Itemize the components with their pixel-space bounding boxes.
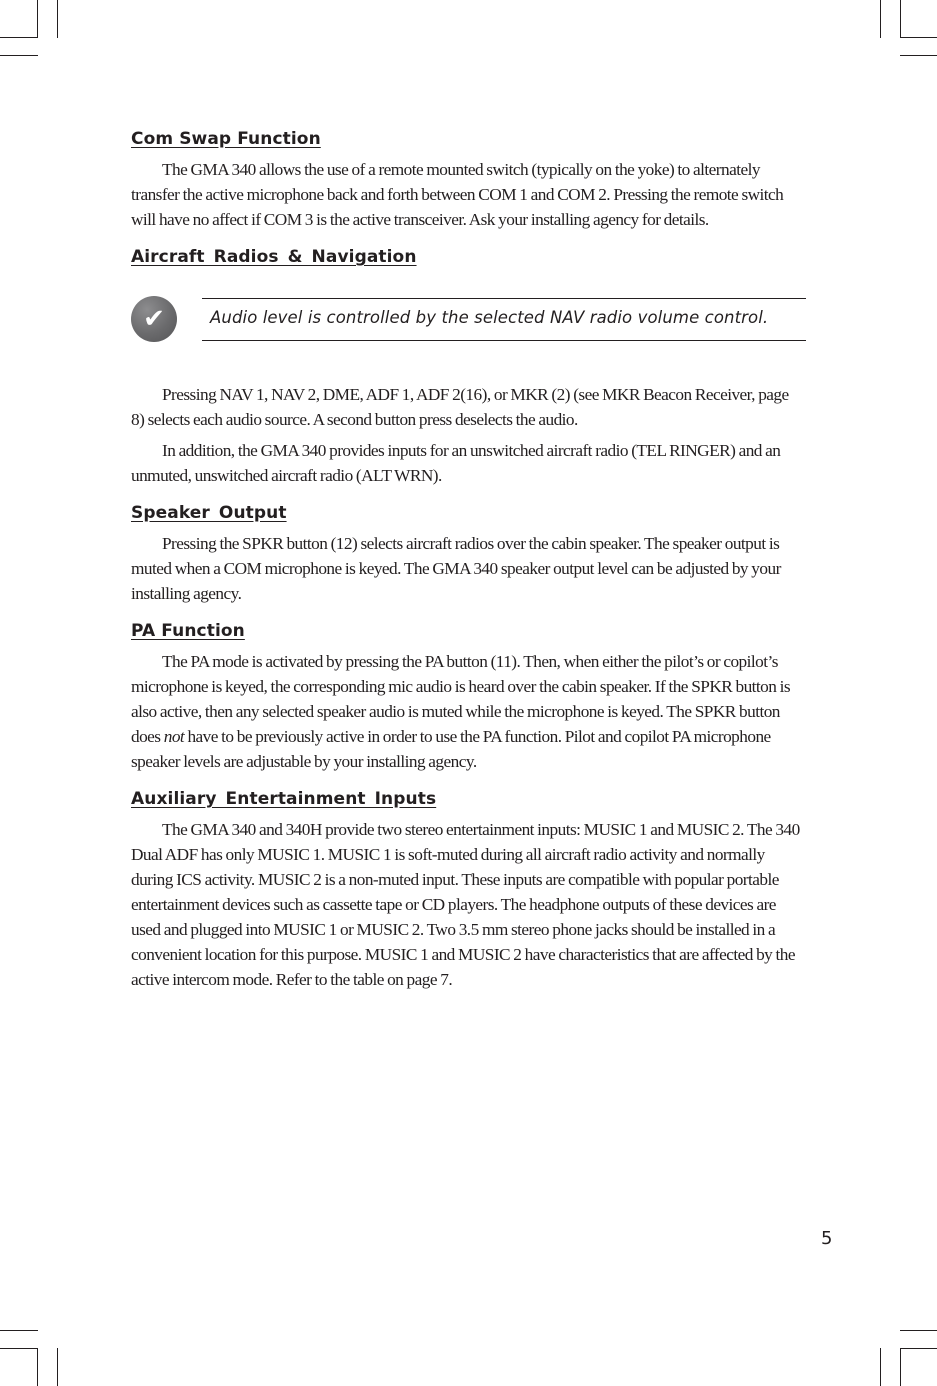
- crop-mark: [57, 1348, 58, 1386]
- body-paragraph: The GMA 340 allows the use of a remote mounted switch (typically on the yoke) to alternately transfer the active microphone back and forth between COM 1 and COM 2. Pressing the remote switch will have no affect if COM 3 is the active transceiver. Ask your installing agency for details.: [131, 160, 784, 229]
- paragraph-text: The PA mode is activated by pressing the PA button (11). Then, when either the pilot’s or copilot’s microphone is keyed, the corresponding mic audio is heard over the cabin speaker. If the SPKR button is also active, then any selected speaker audio is muted while the microphone is keyed. The SPKR button does: [131, 652, 791, 746]
- body-paragraph: The GMA 340 and 340H provide two stereo entertainment inputs: MUSIC 1 and MUSIC 2. The 340 Dual ADF has only MUSIC 1. MUSIC 1 is soft-muted during all aircraft radio activity and normally during ICS activity. MUSIC 2 is a non-muted input. These inputs are compatible with popular portable entertainment devices such as cassette tape or CD players. The headphone outputs of these devices are used and plugged into MUSIC 1 or MUSIC 2. Two 3.5 mm stereo phone jacks should be installed in a convenient location for this purpose. MUSIC 1 and MUSIC 2 have characteristics that are affected by the active intercom mode. Refer to the table on page 7.: [131, 820, 800, 989]
- section-auxiliary-inputs: [131, 787, 803, 992]
- section-pa-function: [131, 619, 803, 774]
- crop-mark: [0, 55, 38, 56]
- section-aircraft-radios: [131, 245, 803, 488]
- section-heading: Auxiliary Entertainment Inputs: [131, 789, 437, 809]
- body-paragraph: [131, 649, 803, 774]
- note-callout: [131, 299, 803, 343]
- check-mark-icon: ✔: [131, 296, 177, 342]
- crop-mark: [37, 0, 38, 38]
- crop-mark: [0, 1330, 38, 1331]
- body-paragraph: In addition, the GMA 340 provides inputs for an unswitched aircraft radio (TEL RINGER) and an unmuted, unswitched aircraft radio (ALT WRN).: [131, 441, 781, 485]
- crop-mark: [0, 37, 38, 38]
- page-content: [131, 127, 803, 1005]
- crop-mark: [57, 0, 58, 38]
- crop-mark: [900, 1348, 937, 1349]
- section-speaker-output: [131, 501, 803, 606]
- emphasis-text: not: [163, 727, 185, 746]
- note-top-rule: [202, 298, 806, 299]
- crop-mark: [900, 1348, 901, 1386]
- section-heading: PA Function: [131, 621, 245, 641]
- crop-mark: [0, 1348, 38, 1349]
- paragraph-text: have to be previously active in order to use the PA function. Pilot and copilot PA microphone speaker levels are adjustable by your installing agency.: [131, 727, 771, 771]
- section-heading: Aircraft Radios & Navigation: [131, 247, 417, 267]
- crop-mark: [900, 0, 901, 38]
- crop-mark: [900, 1330, 937, 1331]
- section-heading: Com Swap Function: [131, 129, 321, 149]
- crop-mark: [900, 37, 937, 38]
- crop-mark: [880, 0, 881, 38]
- section-heading: Speaker Output: [131, 503, 287, 523]
- section-com-swap: [131, 127, 803, 232]
- body-paragraph: Pressing the SPKR button (12) selects aircraft radios over the cabin speaker. The speaker output is muted when a COM microphone is keyed. The GMA 340 speaker output level can be adjusted by your installing agency.: [131, 534, 781, 603]
- crop-mark: [900, 55, 937, 56]
- crop-mark: [880, 1348, 881, 1386]
- body-paragraph: Pressing NAV 1, NAV 2, DME, ADF 1, ADF 2(16), or MKR (2) (see MKR Beacon Receiver, page 8) selects each audio source. A second button press deselects the audio.: [131, 385, 789, 429]
- note-text: Audio level is controlled by the selected NAV radio volume control.: [210, 308, 769, 327]
- note-bottom-rule: [202, 340, 806, 341]
- page-number: 5: [821, 1228, 833, 1249]
- crop-mark: [37, 1348, 38, 1386]
